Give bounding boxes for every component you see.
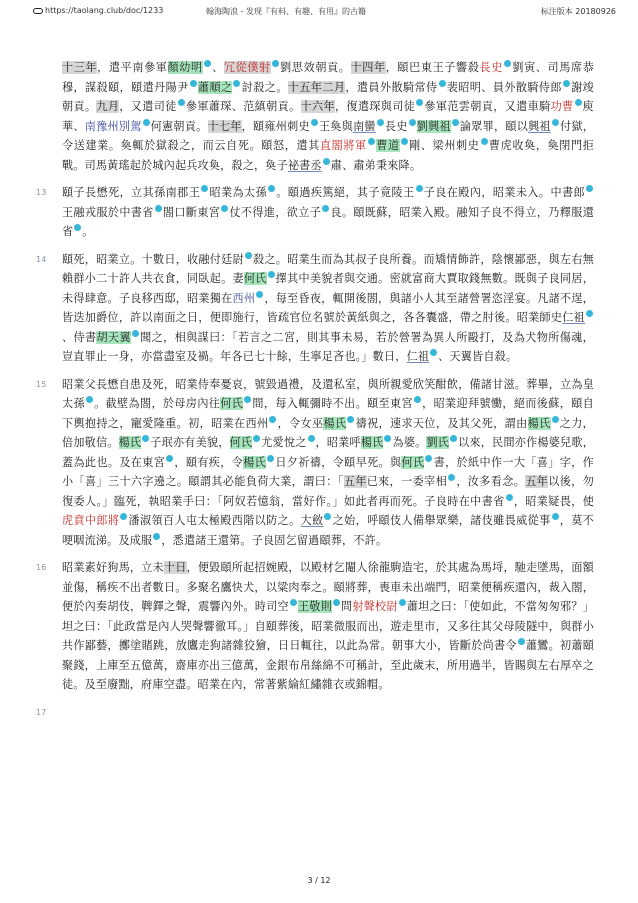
text-segment: 參軍范雲朝貢，又遣車騎 <box>424 100 551 113</box>
annotation-marker-icon[interactable] <box>155 205 162 212</box>
paragraph-number: 17 <box>36 707 47 717</box>
text-segment: 昭業素好狗馬，立未 <box>62 561 164 574</box>
paragraph-number: 13 <box>36 188 47 197</box>
annotated-term[interactable]: 何氏 <box>401 455 425 469</box>
annotated-term[interactable]: 楊氏 <box>118 436 142 449</box>
text-segment: 肅、肅弟秉來降。 <box>330 158 422 172</box>
paragraph-number: 15 <box>36 379 47 389</box>
text-segment: 庾華、 <box>62 100 594 133</box>
annotation-marker-icon[interactable] <box>142 435 149 442</box>
annotated-term[interactable]: 胡天翼 <box>96 330 131 344</box>
annotation-marker-icon[interactable] <box>368 138 375 145</box>
annotation-marker-icon[interactable] <box>416 185 423 192</box>
text-segment: 昭業父長懋自患及死，昭業侍奉憂哀，號毀過禮，及還私室，與所親愛欣笑酣飲，備諸甘滋。葬畢，立為皇太孫 <box>62 377 594 410</box>
text-segment: 日夕祈禱，令頤早死。與 <box>275 455 402 469</box>
text-segment: ，頤有疾，令 <box>174 455 244 469</box>
annotation-marker-icon[interactable] <box>401 138 408 145</box>
annotation-marker-icon[interactable] <box>452 119 459 126</box>
text-segment: 子珉亦有美貌， <box>150 436 230 449</box>
text-segment: ，昭業呼 <box>315 436 361 449</box>
text-segment: 、侍書 <box>62 330 97 344</box>
text-segment: ，遣平南參軍 <box>97 61 168 74</box>
annotation-marker-icon[interactable] <box>347 416 354 423</box>
annotation-marker-icon[interactable] <box>256 291 263 298</box>
annotated-term[interactable]: 何氏 <box>243 272 267 285</box>
annotated-term[interactable]: 顏幼明 <box>167 61 203 74</box>
annotation-marker-icon[interactable] <box>563 80 570 87</box>
annotation-marker-icon[interactable] <box>143 119 150 126</box>
text-segment: 劉思效朝貢。 <box>279 61 351 74</box>
text-segment: 書，於紙中作一大「喜」字，作小「喜」三十六字遶之。頤謂其必能負荷大業，謂曰：「 <box>62 455 594 488</box>
text-segment: ，令女巫 <box>277 416 324 430</box>
annotation-marker-icon[interactable] <box>518 638 525 645</box>
page-header <box>0 0 638 22</box>
annotation-marker-icon[interactable] <box>272 60 279 67</box>
text-segment: ，頤雍州刺史 <box>241 119 310 133</box>
annotation-marker-icon[interactable] <box>204 60 211 67</box>
annotation-marker-icon[interactable] <box>414 396 421 403</box>
annotation-marker-icon[interactable] <box>324 513 331 520</box>
annotation-marker-icon[interactable] <box>409 119 416 126</box>
annotated-term[interactable]: 十三年 <box>62 61 98 74</box>
paragraph-number: 14 <box>36 254 47 264</box>
text-segment: 。截壁為閤，於母房內往 <box>93 397 221 410</box>
annotation-marker-icon[interactable] <box>120 513 127 520</box>
annotated-term[interactable]: 劉氏 <box>426 436 450 449</box>
text-segment: ，遣員外散騎常侍 <box>345 80 438 94</box>
annotation-marker-icon[interactable] <box>244 396 251 403</box>
annotation-marker-icon[interactable] <box>322 205 329 212</box>
annotation-marker-icon[interactable] <box>201 185 208 192</box>
text-segment: 之始，呼頤伎人備舉眾樂，諸伎雖畏威從事 <box>332 514 551 527</box>
annotated-term[interactable]: 西州 <box>232 291 256 305</box>
annotated-term[interactable]: 楊氏 <box>323 416 347 430</box>
annotation-marker-icon[interactable] <box>586 185 593 192</box>
annotated-term[interactable]: 十四年 <box>350 61 386 74</box>
annotated-term[interactable]: 曹道 <box>375 139 400 152</box>
document-body <box>36 58 594 731</box>
annotation-marker-icon[interactable] <box>290 599 297 606</box>
text-segment: 為婆。 <box>392 436 427 449</box>
text-segment: ，悉遣諸王還第。子良固乞留過頤葬，不許。 <box>161 533 388 547</box>
text-segment: 子良在殿內，昭業未入。中書郎 <box>423 186 585 199</box>
text-segment: 蕭坦之曰：「使如此，不當匆匆邪？」坦之曰：「此政當是內人哭聲響徹耳。」自頤葬後，昭業微服而出，遊走里市，又多往其父母陵隧中，與群小共作鄙藝，擲塗賭跳，放鷹走狗諸雜狡獪，日日輒往，以此為常。朝事大小，皆斷於尚書令 <box>62 600 594 652</box>
text-segment: 聞之，相與謀曰：「若言之二宮，則其事未易，若於營署為異人所毆打，及為犬物所傷魂，豈直罪止一身，亦當盡室及禍。年各已七十餘，生寧足吝也。」數日， <box>62 330 594 363</box>
text-segment: 尤愛悅之 <box>261 436 307 449</box>
annotation-marker-icon[interactable] <box>311 119 318 126</box>
annotation-marker-icon[interactable] <box>269 416 276 423</box>
text-segment: 潘淑領百人屯太極殿西階以防之。 <box>128 514 301 527</box>
annotated-term[interactable]: 仁祖 <box>406 350 430 363</box>
text-segment: 昭業為太孫 <box>209 186 268 199</box>
text-segment: 仗不得進，欲立子 <box>229 205 322 219</box>
annotated-term[interactable]: 仁祖 <box>562 311 585 324</box>
text-segment: 之力，倍加敬信。 <box>62 416 594 449</box>
annotated-term[interactable]: 何氏 <box>229 436 253 449</box>
annotation-marker-icon[interactable] <box>166 455 173 462</box>
annotation-marker-icon[interactable] <box>504 60 511 67</box>
text-segment: 付獄，令送建業。奐輒於獄殺之，而云自死。頤怒，遣其 <box>62 119 594 152</box>
text-segment: ，又遣司徒 <box>119 100 177 113</box>
annotation-marker-icon[interactable] <box>450 435 457 442</box>
header-title: 翰海陶浪 - 发现『有料、有趣、有用』的古籍 <box>206 7 366 16</box>
text-segment: 間，每入輒彌時不出。頤至東宮 <box>252 397 413 410</box>
annotation-marker-icon[interactable] <box>132 330 139 337</box>
text-segment: ，昭業疑畏，使 <box>513 494 594 508</box>
annotation-marker-icon[interactable] <box>190 80 197 87</box>
text-segment: 王融戎服於中書省 <box>62 205 154 219</box>
annotation-marker-icon[interactable] <box>74 224 81 231</box>
paragraph-number: 16 <box>36 563 47 572</box>
text-segment: ，便毀頤所起招婉殿，以殿材乞閹人徐龍駒造宅，於其處為馬埒，馳走墜馬，面額並傷，稱疾不出者數日。多聚名鷹快犬，以粱肉奉之。頤將葬，喪車未出端門，昭業便稱疾還內，裁入閤，便於內奏胡伎，鞞鐸之聲，震響內外。時司空 <box>62 561 594 613</box>
annotated-term[interactable]: 五年 <box>525 475 549 488</box>
annotation-marker-icon[interactable] <box>178 99 185 106</box>
annotated-term[interactable]: 興祖 <box>528 119 551 133</box>
annotation-marker-icon[interactable] <box>333 599 340 606</box>
annotation-marker-icon[interactable] <box>416 99 423 106</box>
annotated-term[interactable]: 楊氏 <box>527 416 551 430</box>
annotation-marker-icon[interactable] <box>439 80 446 87</box>
text-segment: 、天翼皆自殺。 <box>438 350 518 363</box>
annotated-term[interactable]: 何氏 <box>220 397 244 410</box>
annotation-marker-icon[interactable] <box>481 138 488 145</box>
annotated-term[interactable]: 虎賁中郎將 <box>62 514 120 527</box>
annotated-term[interactable]: 王敬則 <box>297 600 332 613</box>
annotated-term[interactable]: 長史 <box>479 61 503 74</box>
annotation-marker-icon[interactable] <box>552 416 559 423</box>
annotated-term[interactable]: 直閤將軍 <box>319 139 367 152</box>
annotation-marker-icon[interactable] <box>221 205 228 212</box>
text-segment: 討殺之。 <box>241 80 288 94</box>
text-segment: 何憲朝貢。 <box>150 119 208 133</box>
text-segment: 頤子長懋死，立其孫南郡王 <box>62 186 201 199</box>
paragraph <box>36 375 594 551</box>
annotated-term[interactable]: 劉興祖 <box>416 119 451 133</box>
text-segment: 剛、梁州刺史 <box>408 139 480 152</box>
text-segment: ，莫不哽咽流涕。及成服 <box>62 514 594 547</box>
annotation-marker-icon[interactable] <box>552 513 559 520</box>
annotated-term[interactable]: 南豫州別駕 <box>84 119 142 133</box>
paragraph <box>36 250 594 367</box>
text-segment: ，頤巴東王子響殺 <box>385 61 480 74</box>
page-number: 3 / 12 <box>307 876 331 885</box>
paragraph <box>36 58 594 175</box>
text-segment: 蕭鸞。初蕭頤聚錢，上庫至五億萬，齋庫亦出三億萬，金銀布帛絲綿不可稱計，至此歲末，所用過半，皆賜與左右厚卒之徒。及至廢黜，府庫空盡。昭業在內，常著紫綸紅繡雜衣或錦帽。 <box>62 639 594 691</box>
text-segment: 頤死，昭業立。十數日，收融付廷尉 <box>62 252 244 266</box>
text-segment: 長史 <box>384 119 408 133</box>
annotated-term[interactable]: 祕書丞 <box>287 158 322 172</box>
annotated-term[interactable]: 十六年 <box>300 100 335 113</box>
annotation-marker-icon[interactable] <box>268 185 275 192</box>
text-segment: 。頤過疾篤絕，其子竟陵王 <box>276 186 415 199</box>
annotated-term[interactable]: 功曹 <box>550 100 574 113</box>
text-segment: 問 <box>340 600 353 613</box>
annotation-marker-icon[interactable] <box>253 435 260 442</box>
annotation-marker-icon[interactable] <box>323 158 330 165</box>
annotated-term[interactable]: 十日 <box>163 561 187 574</box>
annotated-term[interactable]: 大斂 <box>300 514 324 527</box>
annotation-marker-icon[interactable] <box>384 435 391 442</box>
annotated-term[interactable]: 十五年二月 <box>287 80 346 94</box>
text-segment: 王奐與 <box>318 119 354 133</box>
annotation-marker-icon[interactable] <box>86 396 93 403</box>
url-text[interactable]: https://taolang.club/doc/1233 <box>45 6 164 15</box>
header-url[interactable] <box>33 6 163 15</box>
annotation-marker-icon[interactable] <box>308 435 315 442</box>
annotation-marker-icon[interactable] <box>153 533 160 540</box>
text-segment: 以來，民間亦作楊婆兒歌，蓋為此也。及在東宮 <box>62 436 594 469</box>
annotated-term[interactable]: 楊氏 <box>360 436 384 449</box>
text-segment: 論眾罪，頤以 <box>459 119 529 133</box>
text-segment: 、 <box>211 61 224 74</box>
text-segment: 殺之。昭業生而為其叔子良所養。而矯情飾許，陰懷鄙惡，與左右無賴群小二十許人共衣食，同臥起。妻 <box>62 252 594 285</box>
text-segment: ，昭業迎拜號慟，絕而後蘇，頤自下輿抱持之，寵愛隆重。初，昭業在西州 <box>62 397 594 430</box>
annotated-term[interactable]: 楊氏 <box>243 455 267 469</box>
paragraph <box>36 703 594 723</box>
annotated-term[interactable]: 射聲校尉 <box>352 600 398 613</box>
text-segment: 裴昭明、員外散騎侍郎 <box>446 80 562 94</box>
annotation-marker-icon[interactable] <box>399 599 406 606</box>
annotated-term[interactable]: 十七年 <box>207 119 242 133</box>
annotated-term[interactable]: 九月 <box>96 100 120 113</box>
text-segment: ，每至昏夜，輒開後閤，與諸小人其至諸營署恣淫宴。凡諸不逞，皆迭加爵位，許以南面之日，便即施行，皆疏官位名號於黃紙與之，各各囊盛，帶之肘後。昭業師史 <box>62 291 594 324</box>
text-segment: 。 <box>82 225 94 238</box>
annotation-marker-icon[interactable] <box>425 455 432 462</box>
annotation-marker-icon[interactable] <box>377 119 384 126</box>
annotated-term[interactable]: 蕭順之 <box>197 80 233 94</box>
text-segment: 已來，一委宰相 <box>366 475 448 488</box>
annotation-marker-icon[interactable] <box>552 119 559 126</box>
annotation-marker-icon[interactable] <box>575 99 582 106</box>
annotation-marker-icon[interactable] <box>430 349 437 356</box>
text-segment: 良。頤既蘇，昭業入殿。融知子良不得立，乃釋服還省 <box>62 205 594 238</box>
header-version: 标注版本 20180926 <box>540 7 616 16</box>
annotation-marker-icon[interactable] <box>506 494 513 501</box>
annotation-marker-icon[interactable] <box>586 310 593 317</box>
annotated-term[interactable]: 南蠻 <box>353 119 376 133</box>
text-segment: 謝竣朝貢。 <box>62 80 594 113</box>
text-segment: ，復遣琛與司徒 <box>334 100 416 113</box>
annotation-marker-icon[interactable] <box>448 474 455 481</box>
text-segment: 擇其中美貌者與交通。密就富商大賈取錢無數。既與子良同居，未得肆意。子良移西邸，昭業獨在 <box>62 272 595 305</box>
link-icon <box>33 8 43 14</box>
annotated-term[interactable]: 冗從僕射 <box>223 61 271 74</box>
text-segment: 禱祝，速求天位，及其父死，謂由 <box>355 416 528 430</box>
text-segment: ，汝多看念。 <box>456 475 526 488</box>
annotation-marker-icon[interactable] <box>233 80 240 87</box>
text-segment: 劉寅、司馬席恭穆，謀殺頤，頤遣丹陽尹 <box>62 61 594 94</box>
annotation-marker-icon[interactable] <box>267 455 274 462</box>
text-segment: 以後，勿復委人。」臨死，執昭業手曰：「阿奴若憶翁，當好作。」如此者再而死。子良時在中書省 <box>62 475 595 508</box>
annotated-term[interactable]: 五年 <box>343 475 367 488</box>
text-segment: 參軍蕭琛、范縝朝貢。 <box>185 100 301 113</box>
text-segment: 曹虎收奐，奐閉門拒戰。司馬黃瑤起於城內起兵攻奐，殺之，奐子 <box>62 139 595 172</box>
paragraph <box>36 558 594 695</box>
annotation-marker-icon[interactable] <box>268 271 275 278</box>
annotation-marker-icon[interactable] <box>245 252 252 259</box>
paragraph <box>36 183 594 242</box>
text-segment: 閤口斷東宮 <box>162 205 221 219</box>
